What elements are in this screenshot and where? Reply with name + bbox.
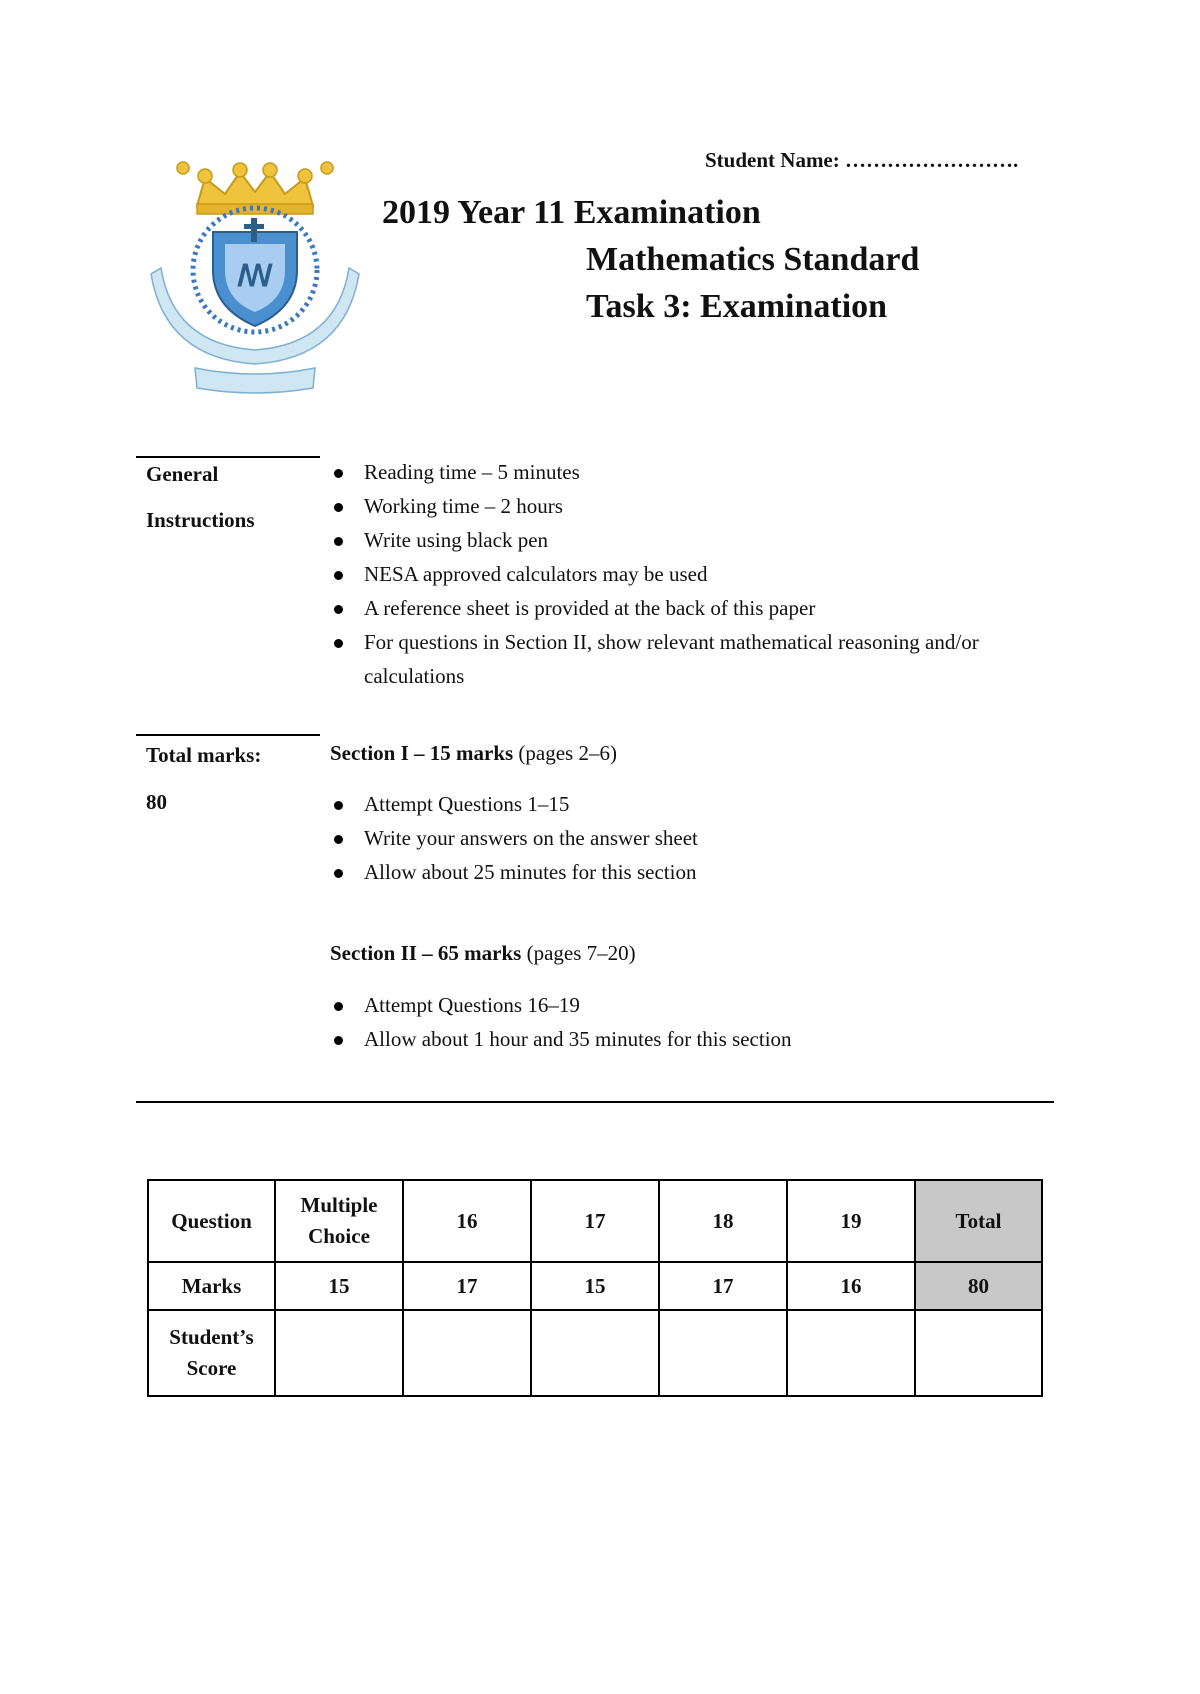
bullet-icon xyxy=(334,835,343,844)
exam-subject: Mathematics Standard xyxy=(586,241,920,278)
section-1-heading: Section I – 15 marks (pages 2–6) xyxy=(330,741,617,765)
score-header-cell: Student’s Score xyxy=(148,1310,275,1396)
instructions-label: Instructions xyxy=(146,508,255,532)
section-2-list xyxy=(330,988,1030,1056)
list-item: Write your answers on the answer sheet xyxy=(330,821,1030,855)
question-cell: 16 xyxy=(403,1180,531,1262)
bullet-icon xyxy=(334,469,343,478)
question-cell: Multiple Choice xyxy=(275,1180,403,1262)
bullet-icon xyxy=(334,605,343,614)
list-item: Working time – 2 hours xyxy=(330,489,1030,523)
list-item: NESA approved calculators may be used xyxy=(330,557,1030,591)
student-name-field: Student Name: ……………………. xyxy=(705,148,1019,172)
score-entry-cell[interactable] xyxy=(659,1310,787,1396)
svg-text:ꟿ: ꟿ xyxy=(237,260,273,293)
question-cell: 18 xyxy=(659,1180,787,1262)
score-entry-cell[interactable] xyxy=(403,1310,531,1396)
general-divider xyxy=(136,456,320,458)
marks-table xyxy=(147,1179,1043,1397)
exam-title: 2019 Year 11 Examination xyxy=(382,194,761,231)
crown-icon xyxy=(177,162,333,214)
total-marks-label: Total marks: xyxy=(146,743,262,767)
table-row xyxy=(148,1310,1042,1396)
general-label: General xyxy=(146,462,219,486)
bullet-icon xyxy=(334,639,343,648)
list-item: Allow about 25 minutes for this section xyxy=(330,855,1030,889)
list-item: Allow about 1 hour and 35 minutes for this section xyxy=(330,1022,1030,1056)
list-item: For questions in Section II, show relevant mathematical reasoning and/or calculations xyxy=(330,625,1030,693)
total-header-cell: Total xyxy=(915,1180,1042,1262)
total-divider xyxy=(136,734,320,736)
bullet-icon xyxy=(334,1036,343,1045)
score-entry-cell[interactable] xyxy=(275,1310,403,1396)
score-entry-cell[interactable] xyxy=(787,1310,915,1396)
question-cell: 17 xyxy=(531,1180,659,1262)
school-crest-logo xyxy=(145,158,365,394)
exam-task: Task 3: Examination xyxy=(586,288,888,325)
bottom-divider xyxy=(136,1101,1054,1103)
score-total-cell[interactable] xyxy=(915,1310,1042,1396)
bullet-icon xyxy=(334,571,343,580)
bullet-icon xyxy=(334,801,343,810)
total-marks-value: 80 xyxy=(146,790,167,814)
section-2-heading: Section II – 65 marks (pages 7–20) xyxy=(330,941,636,965)
list-item: Write using black pen xyxy=(330,523,1030,557)
table-row xyxy=(148,1180,1042,1262)
general-instructions-list xyxy=(330,455,1030,693)
marks-cell: 15 xyxy=(531,1262,659,1310)
table-row xyxy=(148,1262,1042,1310)
section-1-list xyxy=(330,787,1030,889)
bullet-icon xyxy=(334,537,343,546)
question-cell: 19 xyxy=(787,1180,915,1262)
marks-cell: 15 xyxy=(275,1262,403,1310)
list-item: Attempt Questions 16–19 xyxy=(330,988,1030,1022)
marks-header-cell: Marks xyxy=(148,1262,275,1310)
total-marks-cell: 80 xyxy=(915,1262,1042,1310)
list-item: Reading time – 5 minutes xyxy=(330,455,1030,489)
list-item: A reference sheet is provided at the back of this paper xyxy=(330,591,1030,625)
bullet-icon xyxy=(334,869,343,878)
question-header-cell: Question xyxy=(148,1180,275,1262)
marks-cell: 17 xyxy=(403,1262,531,1310)
marks-cell: 17 xyxy=(659,1262,787,1310)
score-entry-cell[interactable] xyxy=(531,1310,659,1396)
list-item: Attempt Questions 1–15 xyxy=(330,787,1030,821)
bullet-icon xyxy=(334,503,343,512)
shield-icon xyxy=(213,232,297,326)
marks-cell: 16 xyxy=(787,1262,915,1310)
bullet-icon xyxy=(334,1002,343,1011)
